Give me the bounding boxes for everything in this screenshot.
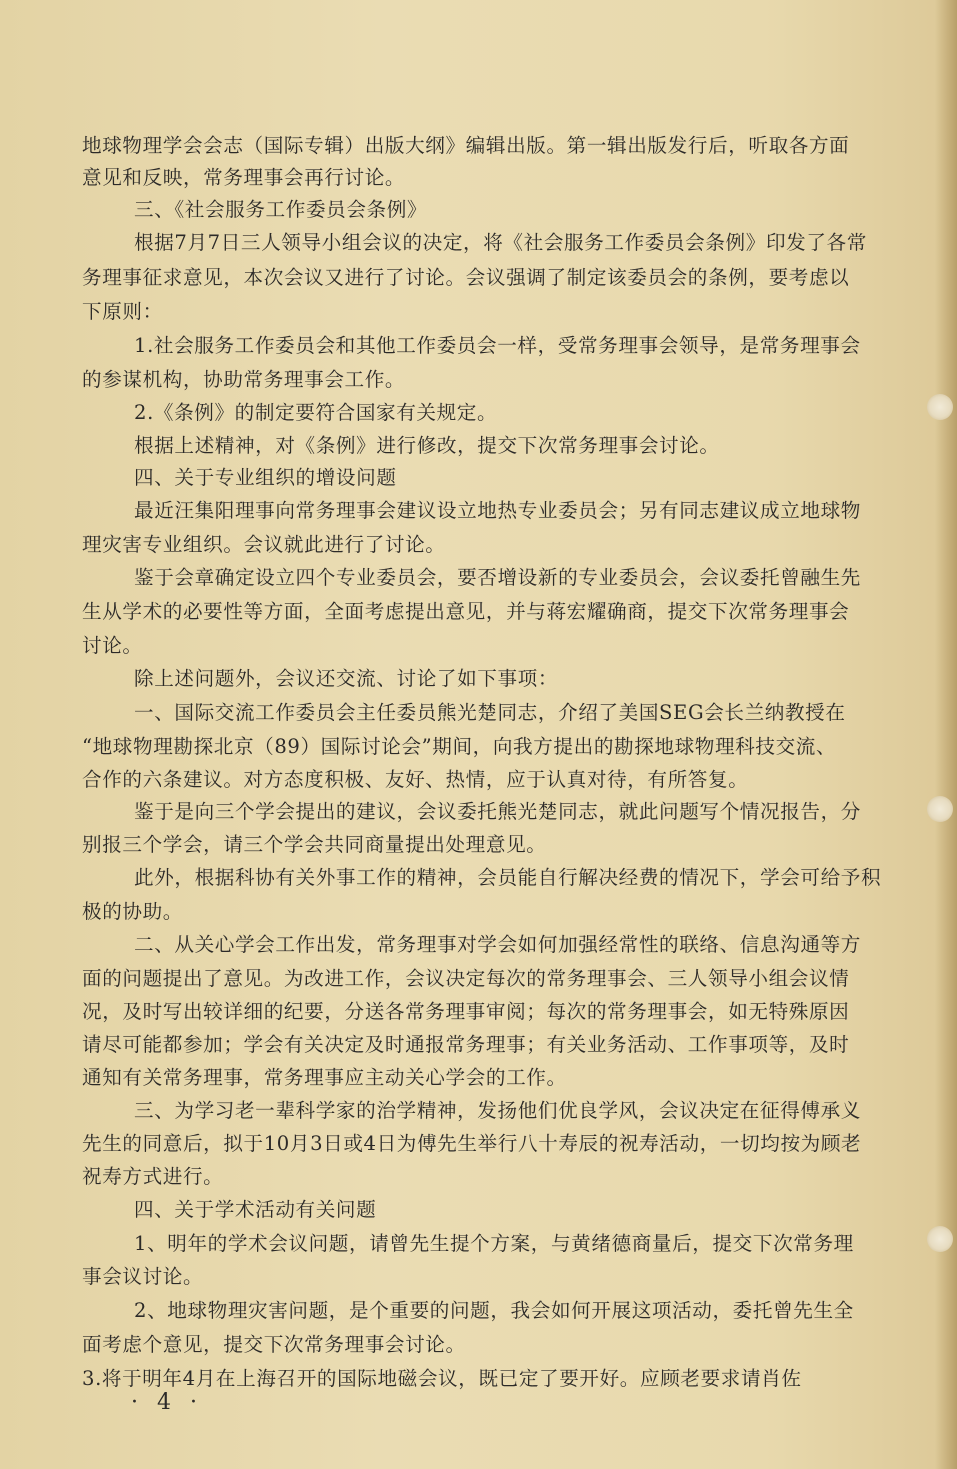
text-line: 请尽可能都参加；学会有关决定及时通报常务理事；有关业务活动、工作事项等，及时 [82,1033,850,1056]
text-line: 生从学术的必要性等方面，全面考虑提出意见，并与蒋宏耀确商，提交下次常务理事会 [82,600,850,623]
text-line: 鉴于会章确定设立四个专业委员会，要否增设新的专业委员会，会议委托曾融生先 [134,566,861,589]
text-line: 下原则： [82,300,163,323]
text-line: 况，及时写出较详细的纪要，分送各常务理事审阅；每次的常务理事会，如无特殊原因 [82,1000,850,1023]
text-line: 理灾害专业组织。会议就此进行了讨论。 [82,533,446,556]
text-line: 先生的同意后，拟于10月3日或4日为傅先生举行八十寿辰的祝寿活动，一切均按为顾老 [82,1132,862,1155]
text-line: 一、国际交流工作委员会主任委员熊光楚同志，介绍了美国SEG会长兰纳教授在 [134,701,846,724]
text-line: 面考虑个意见，提交下次常务理事会讨论。 [82,1333,466,1356]
text-line: 三、为学习老一辈科学家的治学精神，发扬他们优良学风，会议决定在征得傅承义 [134,1099,861,1122]
binding-hole [927,796,953,822]
text-line: 鉴于是向三个学会提出的建议，会议委托熊光楚同志，就此问题写个情况报告，分 [134,800,861,823]
text-line: 3.将于明年4月在上海召开的国际地磁会议，既已定了要开好。应顾老要求请肖佐 [82,1367,802,1390]
text-line: 2.《条例》的制定要符合国家有关规定。 [134,401,498,424]
section-heading: 三、《社会服务工作委员会条例》 [134,198,428,221]
text-line: 根据上述精神，对《条例》进行修改，提交下次常务理事会讨论。 [134,434,720,457]
text-line: 此外，根据科协有关外事工作的精神，会员能自行解决经费的情况下，学会可给予积 [134,866,882,889]
text-line: 根据7月7日三人领导小组会议的决定，将《社会服务工作委员会条例》印发了各常 [134,231,867,254]
page-number: · 4 · [131,1390,203,1415]
binding-hole [927,1226,953,1252]
section-heading: 四、关于学术活动有关问题 [134,1198,377,1221]
text-line: 的参谋机构，协助常务理事会工作。 [82,368,406,391]
text-line: 通知有关常务理事，常务理事应主动关心学会的工作。 [82,1066,567,1089]
text-line: 意见和反映，常务理事会再行讨论。 [82,166,406,189]
section-heading: 四、关于专业组织的增设问题 [134,466,397,489]
text-line: 最近汪集阳理事向常务理事会建议设立地热专业委员会；另有同志建议成立地球物 [134,499,861,522]
text-line: 事会议讨论。 [82,1265,204,1288]
text-line: 二、从关心学会工作出发，常务理事对学会如何加强经常性的联络、信息沟通等方 [134,933,861,956]
text-line: 1、明年的学术会议问题，请曾先生提个方案，与黄绪德商量后，提交下次常务理 [134,1232,854,1255]
text-line: 合作的六条建议。对方态度积极、友好、热情，应于认真对待，有所答复。 [82,768,749,791]
text-line: 别报三个学会，请三个学会共同商量提出处理意见。 [82,833,547,856]
binding-hole [927,394,953,420]
text-line: 1.社会服务工作委员会和其他工作委员会一样，受常务理事会领导，是常务理事会 [134,334,861,357]
text-line: 面的问题提出了意见。为改进工作，会议决定每次的常务理事会、三人领导小组会议情 [82,967,850,990]
text-line: 地球物理学会会志（国际专辑）出版大纲》编辑出版。第一辑出版发行后，听取各方面 [82,134,850,157]
text-line: 2、地球物理灾害问题，是个重要的问题，我会如何开展这项活动，委托曾先生全 [134,1299,854,1322]
text-line: 讨论。 [82,634,143,657]
text-line: 祝寿方式进行。 [82,1165,224,1188]
text-line: 极的协助。 [82,900,183,923]
text-line: 除上述问题外，会议还交流、讨论了如下事项： [134,667,559,690]
text-line: “地球物理勘探北京（89）国际讨论会”期间，向我方提出的勘探地球物理科技交流、 [82,735,837,758]
text-line: 务理事征求意见，本次会议又进行了讨论。会议强调了制定该委员会的条例，要考虑以 [82,266,850,289]
